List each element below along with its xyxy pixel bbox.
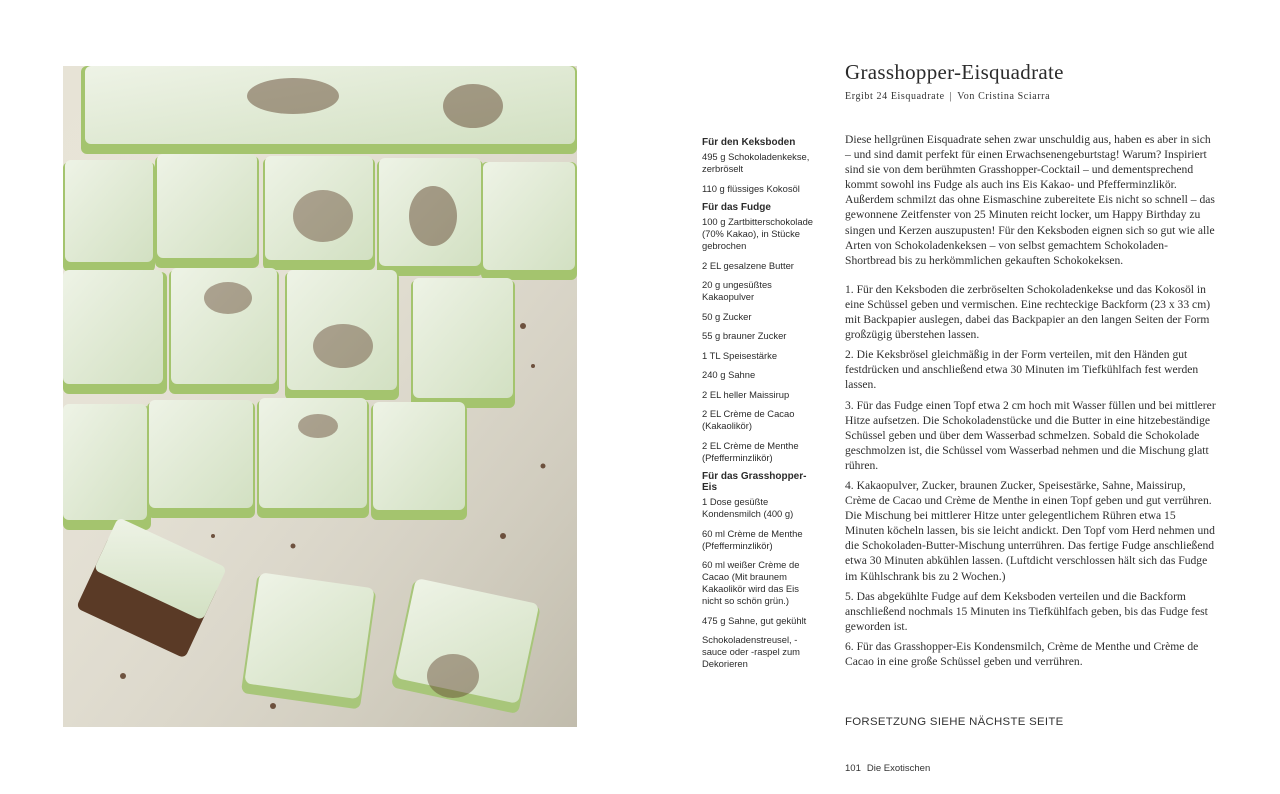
separator: | (949, 91, 953, 102)
ingredient-item: 110 g flüssiges Kokosöl (702, 182, 800, 194)
ingredient-item: 2 EL Crème de Menthe (Pfefferminzlikör) (702, 439, 799, 463)
ingredient-item: 495 g Schokoladenkekse, zerbröselt (702, 151, 810, 174)
recipe-step: 4. Kakaopulver, Zucker, braunen Zucker, Speisestärke, Sahne, Maissirup, Crème de Cacao und Crème de Menthe in einen Topf geben und gut verrühren. Die Mischung bei mittlerer Hitze unter gelegentlichem Rühren etwa 15 Minuten köcheln lassen, bis sie leicht andickt. Den Topf vom Herd nehmen und die Schokoladen-Butter-Mischung unterrühren. Das fertige Fudge anschließend etwa 30 Minuten abkühlen lassen. (Luftdicht verschlossen hält sich das Fudge im Kühlschrank bis zu 2 Wochen.) (845, 478, 1215, 583)
ingredient-group-heading: Für das Fudge (702, 202, 771, 213)
ingredient-item: 475 g Sahne, gut gekühlt (702, 614, 807, 626)
recipe-step: 6. Für das Grasshopper-Eis Kondensmilch, Crème de Menthe und Crème de Cacao in eine große Schüssel geben und verrühren. (845, 639, 1199, 668)
ingredient-item: 60 ml weißer Crème de Cacao (Mit braunem Kakaolikör wird das Eis nicht so schön grün.) (702, 559, 800, 606)
page-number: 101 (845, 763, 861, 774)
ingredient-group-heading: Für das Grasshopper-Eis (702, 471, 807, 493)
ingredient-item: Schokoladenstreusel, -sauce oder -raspel zum Dekorieren (702, 634, 800, 669)
recipe-step: 5. Das abgekühlte Fudge auf dem Keksboden verteilen und die Backform anschließend nochmals 15 Minuten ins Tiefkühlfach geben, bis das Fudge fest geworden ist. (845, 589, 1208, 633)
section-name: Die Exotischen (866, 763, 931, 774)
ingredient-item: 1 Dose gesüßte Kondensmilch (400 g) (702, 496, 794, 519)
ice-squares-illustration (63, 66, 577, 727)
recipe-intro: Diese hellgrünen Eisquadrate sehen zwar unschuldig aus, haben es aber in sich – und sind damit perfekt für einen Erwachsenengeburtstag! Warum? Inspiriert sind sie von dem berühmten Grasshopper-Cocktail – und dementsprechend kommt sowohl ins Fudge als auch ins Eis Kakao- und Pfefferminzlikör. Außerdem schmilzt das ohne Eismaschine zubereitete Eis nicht so schnell – das gewonnene Zeitfenster von 25 Minuten reicht locker, um Happy Birthday zu singen und Kerzen auszupusten! Für den Keksboden eignen sich so gut wie alle Arten von Schokoladenkeksen – von selbst gemachtem Schokoladen-Shortbread bis zu herkömmlichen gekauften Schokokeksen. (845, 133, 1215, 267)
ingredient-item: 2 EL gesalzene Butter (702, 259, 794, 271)
ingredient-group-heading: Für den Keksboden (702, 137, 796, 148)
ingredient-item: 20 g ungesüßtes Kakaopulver (702, 279, 772, 302)
recipe-step: 2. Die Keksbrösel gleichmäßig in der Form verteilen, mit den Händen gut festdrücken und anschließend etwa 30 Minuten im Tiefkühlfach fest werden lassen. (845, 348, 1199, 392)
ingredient-item: 60 ml Crème de Menthe (Pfefferminzlikör) (702, 527, 803, 551)
recipe-body (845, 132, 1217, 674)
ingredient-item: 55 g brauner Zucker (702, 330, 787, 341)
recipe-title: Grasshopper-Eisquadrate (845, 60, 1064, 84)
page-footer (845, 763, 930, 774)
ingredient-item: 1 TL Speisestärke (702, 349, 778, 361)
recipe-author: Von Cristina Sciarra (957, 91, 1051, 102)
recipe-photo (63, 66, 577, 727)
ingredient-item: 100 g Zartbitterschokolade (70% Kakao), in Stücke gebrochen (702, 216, 814, 251)
ingredient-item: 2 EL heller Maissirup (702, 388, 790, 400)
recipe-yield: Ergibt 24 Eisquadrate (845, 91, 945, 102)
ingredient-item: 2 EL Crème de Cacao (Kakaolikör) (702, 408, 795, 431)
recipe-meta (845, 91, 1050, 102)
ingredient-group (702, 137, 814, 195)
continue-note: FORSETZUNG SIEHE NÄCHSTE SEITE (845, 716, 1064, 728)
ingredient-group (702, 202, 814, 464)
ingredient-item: 50 g Zucker (702, 310, 752, 322)
recipe-step: 1. Für den Keksboden die zerbröselten Schokoladenkekse und das Kokosöl in eine Schüssel geben und vermischen. Eine rechteckige Backform (23 x 33 cm) mit Backpapier auslegen, dabei das Backpapier an den langen Seiten der Form großzügig überstehen lassen. (845, 282, 1211, 342)
ingredient-item: 240 g Sahne (702, 369, 756, 380)
ingredient-group (702, 471, 814, 670)
ingredients-list (702, 137, 814, 678)
recipe-step: 3. Für das Fudge einen Topf etwa 2 cm hoch mit Wasser füllen und bei mittlerer Hitze aufsetzen. Die Schokoladenstücke und die Butter in eine hitzebeständige Schüssel geben und über dem Wasserbad schmelzen. Sobald die Schokolade geschmolzen ist, die Schüssel vom Wasserbad nehmen und die Mischung glatt rühren. (845, 398, 1216, 472)
